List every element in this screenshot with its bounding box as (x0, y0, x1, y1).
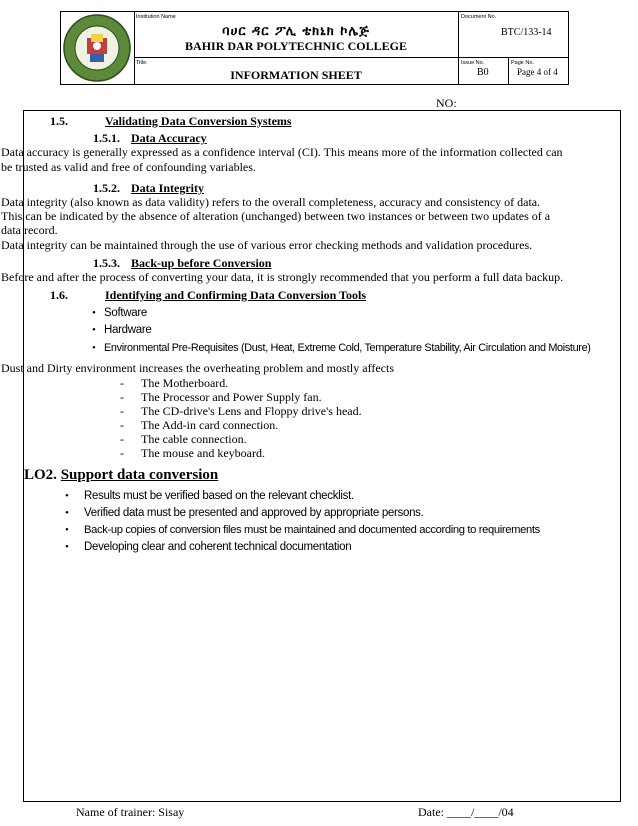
lo2-label: LO2. (24, 467, 57, 483)
dash-icon: - (120, 418, 124, 432)
paragraph: Dust and Dirty environment increases the overheating problem and mostly affects (1, 361, 394, 375)
no-label: NO: (436, 96, 457, 110)
issue-no: B0 (477, 67, 489, 78)
paragraph: data record. (1, 223, 58, 237)
trainer-name: Name of trainer: Sisay (76, 805, 185, 819)
paragraph: Data accuracy is generally expressed as a confidence interval (CI). This means more of the information collected can (1, 145, 563, 159)
dash-icon: - (120, 446, 124, 460)
lo2-heading (24, 467, 218, 484)
dash-icon: - (120, 376, 124, 390)
section-1-5-1-number: 1.5.1. (93, 131, 120, 145)
no-field (436, 96, 496, 111)
document-no-label: Document No. (461, 14, 497, 20)
dash-icon: - (120, 432, 124, 446)
list-item: The Add-in card connection. (141, 418, 279, 432)
paragraph: Before and after the process of converting your data, it is strongly recommended that you perform a full data backup. (1, 270, 564, 284)
amharic-college-name: ባሀር ዳር ፖሊ ቴክኒክ ኮሌጅ (222, 24, 370, 39)
section-1-5-2-number: 1.5.2. (93, 181, 120, 195)
list-item: Environmental Pre-Requisites (Dust, Heat, Extreme Cold, Temperature Stability, Air Circulation and Moisture) (104, 342, 591, 354)
document-no: BTC/133-14 (501, 27, 552, 38)
section-1-5-title: Validating Data Conversion Systems (105, 114, 292, 128)
list-item: Results must be verified based on the relevant checklist. (84, 490, 354, 502)
paragraph: This can be indicated by the absence of alteration (unchanged) between two instances or between two updates of a (1, 209, 551, 223)
list-item: The cable connection. (141, 432, 247, 446)
title-label: Title: (136, 60, 148, 66)
section-1-5-number: 1.5. (50, 114, 68, 128)
title-cell (134, 58, 459, 84)
lo2-title: Support data conversion (60, 467, 219, 483)
bullet-icon: • (92, 324, 96, 336)
list-item: Software (104, 307, 147, 319)
list-item: The CD-drive's Lens and Floppy drive's head. (141, 404, 362, 418)
bullet-icon: • (65, 524, 69, 536)
paragraph: be trusted as valid and free of confounding variables. (1, 160, 256, 174)
list-item: The Processor and Power Supply fan. (141, 390, 322, 404)
section-1-6-number: 1.6. (50, 288, 68, 302)
bullet-icon: • (65, 541, 69, 553)
institution-cell (134, 12, 459, 58)
bullet-icon: • (92, 342, 96, 354)
section-1-5-2-title: Data Integrity (131, 181, 204, 195)
dash-icon: - (120, 404, 124, 418)
dash-icon: - (120, 390, 124, 404)
page-no-label: Page No. (511, 60, 534, 66)
document-header (60, 11, 569, 85)
paragraph: Data integrity (also known as data validity) refers to the overall completeness, accuracy and consistency of data. (1, 195, 541, 209)
college-name: BAHIR DAR POLYTECHNIC COLLEGE (185, 39, 407, 53)
section-1-5-3-title: Back-up before Conversion (131, 256, 272, 270)
bullet-icon: • (92, 307, 96, 319)
list-item: The mouse and keyboard. (141, 446, 265, 460)
document-no-cell (459, 12, 569, 58)
list-item: The Motherboard. (141, 376, 229, 390)
date-field: Date: ____/____/04 (418, 805, 514, 819)
section-1-6-title: Identifying and Confirming Data Conversion Tools (105, 288, 367, 302)
college-logo (61, 12, 135, 84)
paragraph: Data integrity can be maintained through the use of various error checking methods and validation procedures. (1, 238, 533, 252)
list-item: Hardware (104, 324, 152, 336)
issue-no-cell (459, 58, 509, 84)
page-no-cell (509, 58, 569, 84)
section-1-5-1-title: Data Accuracy (131, 131, 207, 145)
list-item: Back-up copies of conversion files must be maintained and documented according to requirements (84, 524, 540, 536)
section-1-5-3-number: 1.5.3. (93, 256, 120, 270)
page-no: Page 4 of 4 (517, 67, 558, 77)
bullet-icon: • (65, 507, 69, 519)
institution-label: Institution Name (136, 14, 176, 20)
sheet-title: INFORMATION SHEET (230, 68, 362, 82)
list-item: Verified data must be presented and approved by appropriate persons. (84, 507, 424, 519)
bullet-icon: • (65, 490, 69, 502)
issue-no-label: Issue No. (461, 60, 485, 66)
list-item: Developing clear and coherent technical documentation (84, 541, 352, 553)
